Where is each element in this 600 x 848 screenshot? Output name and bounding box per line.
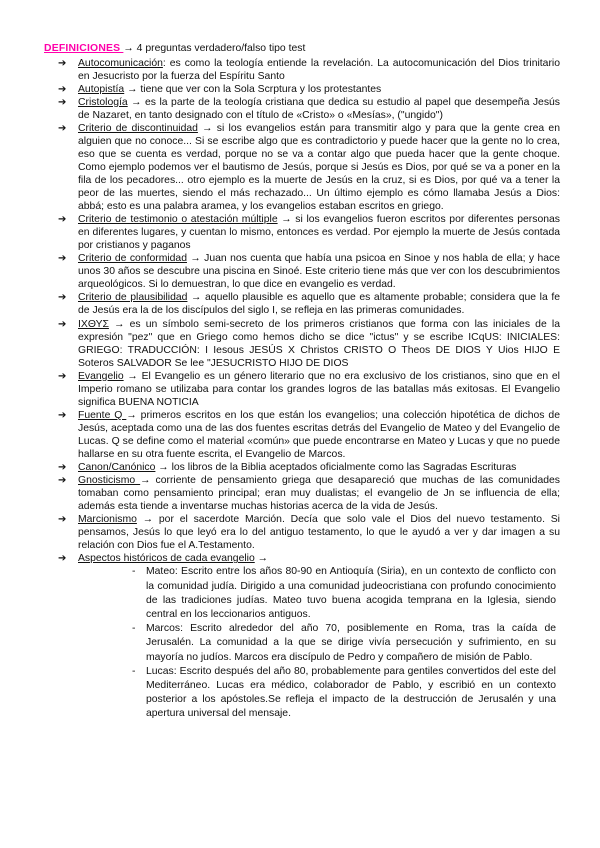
list-item: [44, 57, 560, 83]
definition-text: → aquello plausible es aquello que es altamente probable; considera que la fe de Jesús era la de los discípulos del siglo I, se refleja en las primeras comunidades.: [78, 292, 561, 317]
definition-text: : es como la teología entiende la revelación. La autocomunicación del Dios trinitario en Jesucristo por la fuerza del Espíritu Santo: [78, 57, 560, 82]
arrow-bullet-icon: ➔: [58, 553, 67, 565]
definition-term: Evangelio: [78, 370, 124, 382]
heading-arrow: →: [123, 43, 134, 54]
definition-term: Cristología: [78, 96, 128, 108]
arrow-bullet-icon: ➔: [58, 253, 67, 265]
arrow-bullet-icon: ➔: [58, 96, 67, 108]
list-item: [44, 291, 560, 317]
gospel-sublist: [78, 565, 560, 721]
definition-text: → es la parte de la teología cristiana que dedica su estudio al papel que desempeña Jesús de Nazaret, en tanto designado con el título de «Cristo» o «Mesías», ("ungido"): [78, 96, 560, 121]
definition-text: → si los evangelios fueron escritos por diferentes personas en diferentes lugares, y cuentan lo mismo, entonces es verdad. Por ejemplo la muerte de Jesús contada por cristianos y paganos: [78, 214, 560, 252]
list-item: [44, 122, 560, 213]
arrow-bullet-icon: ➔: [58, 475, 67, 487]
list-item: [44, 213, 560, 252]
arrow-bullet-icon: ➔: [58, 292, 67, 304]
gospel-item-marcos: [78, 622, 560, 665]
definition-term: ΙΧΘΥΣ: [78, 318, 109, 330]
heading-subtitle: 4 preguntas verdadero/falso tipo test: [133, 43, 306, 54]
list-item: [44, 370, 560, 409]
definition-text: → es un símbolo semi-secreto de los primeros cristianos que forma con las iniciales de la expresión "pez" que en Griego como hemos dicho se dice "ictus" y se escribe ICqUS: INICIALES: GRIEGO: TRADUCCIÓN: I Iesous JESÚS X Christos CRISTO O Theos DE DIOS Y Uios HIJO E Soteros SALVADOR Se lee "JESUCRISTO HIJO DE DIOS: [78, 318, 560, 369]
list-item: [44, 83, 560, 96]
definition-term: Autocomunicación: [78, 57, 163, 69]
gospel-text: Lucas: Escrito después del año 80, probablemente para gentiles convertidos del este del Mediterráneo. Lucas era médico, colaborador de Pablo, y escribió en un contexto posterior a los apóstoles.Se refleja el impacto de la destrucción de Jerusalén y una apertura universal del mensaje.: [146, 665, 556, 720]
definition-text: → primeros escritos en los que están los evangelios; una colección hipotética de dichos de Jesús, aceptada como una de las dos fuentes escritas detrás del Evangelio de Mateo y del Evangelio de Lucas. Q se define como el material «común» que puede encontrarse en Mateo y Lucas y que no puede hallarse en su otra fuente escrita, el Evangelio de Marcos.: [78, 409, 560, 460]
arrow-bullet-icon: ➔: [58, 462, 67, 474]
list-item: [44, 461, 560, 474]
arrow-bullet-icon: ➔: [58, 514, 67, 526]
definition-term: Canon/Canónico: [78, 462, 156, 474]
definition-text: → los libros de la Biblia aceptados oficialmente como las Sagradas Escrituras: [155, 462, 517, 474]
definition-text: → El Evangelio es un género literario que no era exclusivo de los cristianos, sino que en el Imperio romano se utilizaba para contar los grandes logros de las batallas más exitosas. El Evangelio significa BUENA NOTICIA: [78, 370, 560, 408]
definition-term: Fuente Q: [78, 409, 127, 421]
section-heading: [44, 43, 560, 56]
definition-term: Autopistía: [78, 83, 125, 95]
definition-text: → corriente de pensamiento griega que desapareció que muchas de las comunidades tomaban como pensamiento principal; eran muy dualistas; el evangelio de Jn se influencia de ella; además esta tiende a inventarse muchas historias acerca de la vida de Jesús.: [78, 475, 560, 513]
definition-term: Criterio de testimonio o atestación múltiple: [78, 214, 278, 226]
definition-term: Aspectos históricos de cada evangelio: [78, 553, 255, 565]
dash-bullet: -: [132, 566, 136, 578]
list-item: [44, 552, 560, 721]
heading-title: DEFINICIONES: [44, 43, 124, 54]
definition-list: [44, 57, 560, 722]
list-item: [44, 409, 560, 461]
list-item: [44, 513, 560, 552]
gospel-item-lucas: [78, 665, 560, 722]
definition-term: Gnosticismo: [78, 475, 141, 487]
definition-text: → por el sacerdote Marción. Decía que solo vale el Dios del nuevo testamento. Si pensamos, Jesús lo que leyó era lo del antiguo testamento, lo que le ayudó a ver y dar imagen a su relación con Dios fue el A.Testamento.: [78, 514, 560, 552]
definition-text: →: [254, 553, 269, 565]
list-item: [44, 474, 560, 513]
list-item: [44, 252, 560, 291]
dash-bullet: -: [132, 665, 136, 677]
arrow-bullet-icon: ➔: [58, 122, 67, 134]
definition-term: Marcionismo: [78, 514, 137, 526]
definition-text: → Juan nos cuenta que había una psicoa en Sinoe y nos habla de ella; y hace unos 30 años se descubre una piscina en Sinoé. Este criterio tiene más que ver con los descubrimientos arqueológicos. Si lo demuestran, lo que dice en evangelio es verdad.: [78, 253, 560, 291]
gospel-text: Mateo: Escrito entre los años 80-90 en Antioquía (Siria), en un contexto de conflicto con la comunidad judía. Dirigido a una comunidad judeocristiana con profundo conocimiento de las tradiciones judías. Mateo tuvo buena acogida temprana en la Iglesia, siendo central en los leccionarios antiguos.: [146, 566, 556, 621]
arrow-bullet-icon: ➔: [58, 370, 67, 382]
definition-text: → si los evangelios están para transmitir algo y para que la gente crea en alguien que no conoce... Si se escribe algo que es contradictorio y puede hacer que la gente no lo crea, eso que se cuenta es verdad, porque no se va a contar algo que pueda hacer que la gente choque. Como ejemplo podemos ver el bautismo de Jesús, porque si Jesús es Dios, por qué se va a poner en la fila de los pecadores... otro ejemplo es la muerte de Jesús en la cruz, si es Dios, por qué va a tener la peor de las muertes, siendo el más rechazado... Un último ejemplo es cómo llamaba Jesús a Dios: abbá; esto es una palabra aramea, y los evangelios estaban escritos en griego.: [78, 122, 560, 213]
arrow-bullet-icon: ➔: [58, 318, 67, 330]
list-item: [44, 318, 560, 370]
arrow-bullet-icon: ➔: [58, 83, 67, 95]
gospel-text: Marcos: Escrito alrededor del año 70, posiblemente en Roma, tras la caída de Jerusalén. La comunidad a la que se dirige vivía persecución y sufrimiento, en su mayoría no judíos. Marcos era discípulo de Pedro y compañero de misión de Pablo.: [146, 623, 556, 663]
definition-term: Criterio de conformidad: [78, 253, 187, 265]
dash-bullet: -: [132, 623, 136, 635]
arrow-bullet-icon: ➔: [58, 57, 67, 69]
arrow-bullet-icon: ➔: [58, 409, 67, 421]
gospel-item-mateo: [78, 565, 560, 622]
definition-text: → tiene que ver con la Sola Scrptura y los protestantes: [124, 83, 382, 95]
definition-term: Criterio de discontinuidad: [78, 122, 198, 134]
definition-term: Criterio de plausibilidad: [78, 292, 188, 304]
arrow-bullet-icon: ➔: [58, 214, 67, 226]
list-item: [44, 96, 560, 122]
